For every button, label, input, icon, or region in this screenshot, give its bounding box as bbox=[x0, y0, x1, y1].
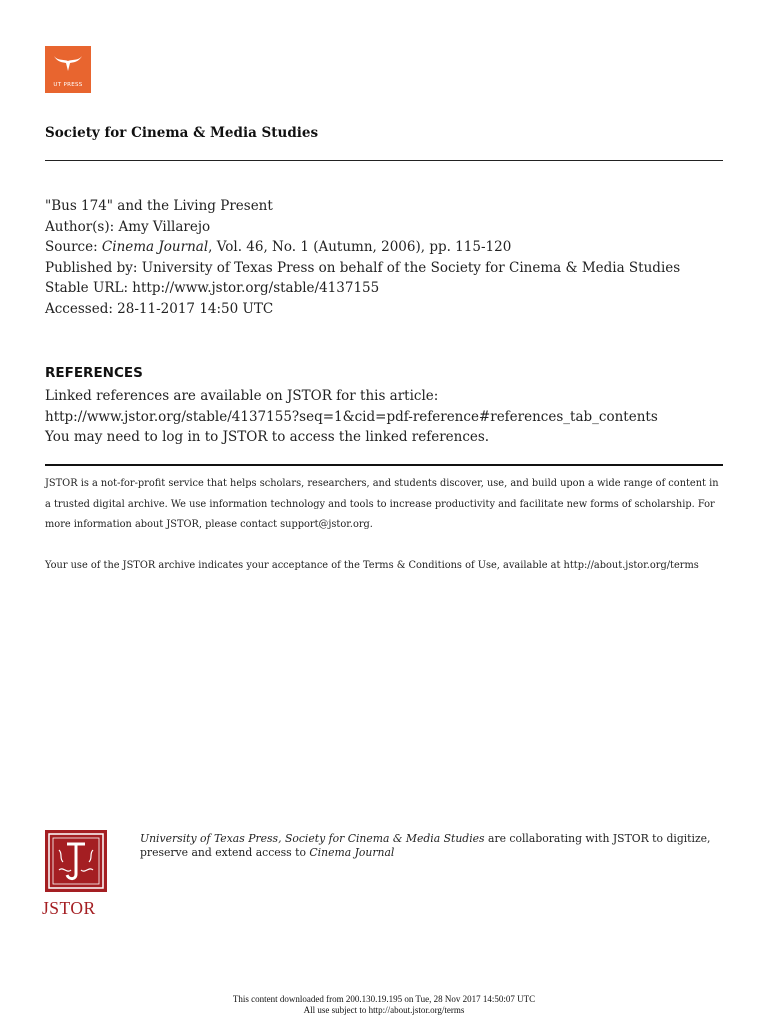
jstor-emblem-icon bbox=[45, 830, 107, 892]
article-stable-url[interactable]: Stable URL: http://www.jstor.org/stable/4137155 bbox=[45, 280, 380, 296]
article-published-by: Published by: University of Texas Press on behalf of the Society for Cinema & Media Studies bbox=[45, 259, 681, 276]
references-line-1: Linked references are available on JSTOR for this article: bbox=[45, 388, 439, 404]
article-authors: Author(s): Amy Villarejo bbox=[45, 218, 211, 235]
references-link[interactable]: http://www.jstor.org/stable/4137155?seq=1&cid=pdf-reference#references_tab_contents bbox=[45, 408, 658, 425]
collaboration-middle: are collaborating with JSTOR to digitize, preserve and extend access to bbox=[140, 832, 711, 859]
jstor-wordmark: JSTOR bbox=[42, 898, 96, 918]
footer-line-2: All use subject to http://about.jstor.org/terms bbox=[303, 1004, 465, 1015]
longhorn-icon bbox=[53, 53, 83, 75]
source-journal: Cinema Journal bbox=[101, 239, 209, 255]
society-title: Society for Cinema & Media Studies bbox=[45, 125, 319, 141]
source-label: Source: bbox=[45, 239, 102, 255]
article-metadata bbox=[45, 196, 725, 319]
article-accessed: Accessed: 28-11-2017 14:50 UTC bbox=[45, 300, 274, 317]
jstor-info-paragraph: JSTOR is a not-for-profit service that helps scholars, researchers, and students discover, use, and build upon a wide range of content in a trusted digital archive. We use information technology and tools to increase productivity and facilitate new forms of scholarship. For more information about JSTOR, please contact support@jstor.org. bbox=[45, 478, 719, 530]
divider-thick bbox=[45, 464, 723, 466]
collaboration-journal: Cinema Journal bbox=[309, 845, 395, 859]
article-title: "Bus 174" and the Living Present bbox=[45, 198, 273, 214]
ut-press-label: UT PRESS bbox=[53, 82, 83, 88]
references-line-3: You may need to log in to JSTOR to access the linked references. bbox=[45, 429, 490, 445]
references-heading: REFERENCES bbox=[45, 365, 143, 381]
collaboration-text bbox=[140, 832, 740, 859]
article-source bbox=[45, 237, 725, 258]
divider bbox=[45, 160, 723, 161]
source-details: , Vol. 46, No. 1 (Autumn, 2006), pp. 115-120 bbox=[208, 239, 512, 255]
ut-press-logo bbox=[45, 46, 91, 93]
download-footer bbox=[0, 994, 768, 1015]
references-block bbox=[45, 386, 735, 448]
footer-line-1: This content downloaded from 200.130.19.195 on Tue, 28 Nov 2017 14:50:07 UTC bbox=[232, 994, 536, 1004]
collaboration-partners: University of Texas Press, Society for Cinema & Media Studies bbox=[140, 832, 485, 845]
terms-paragraph: Your use of the JSTOR archive indicates your acceptance of the Terms & Conditions of Use, available at http://about.jstor.org/terms bbox=[45, 560, 699, 571]
